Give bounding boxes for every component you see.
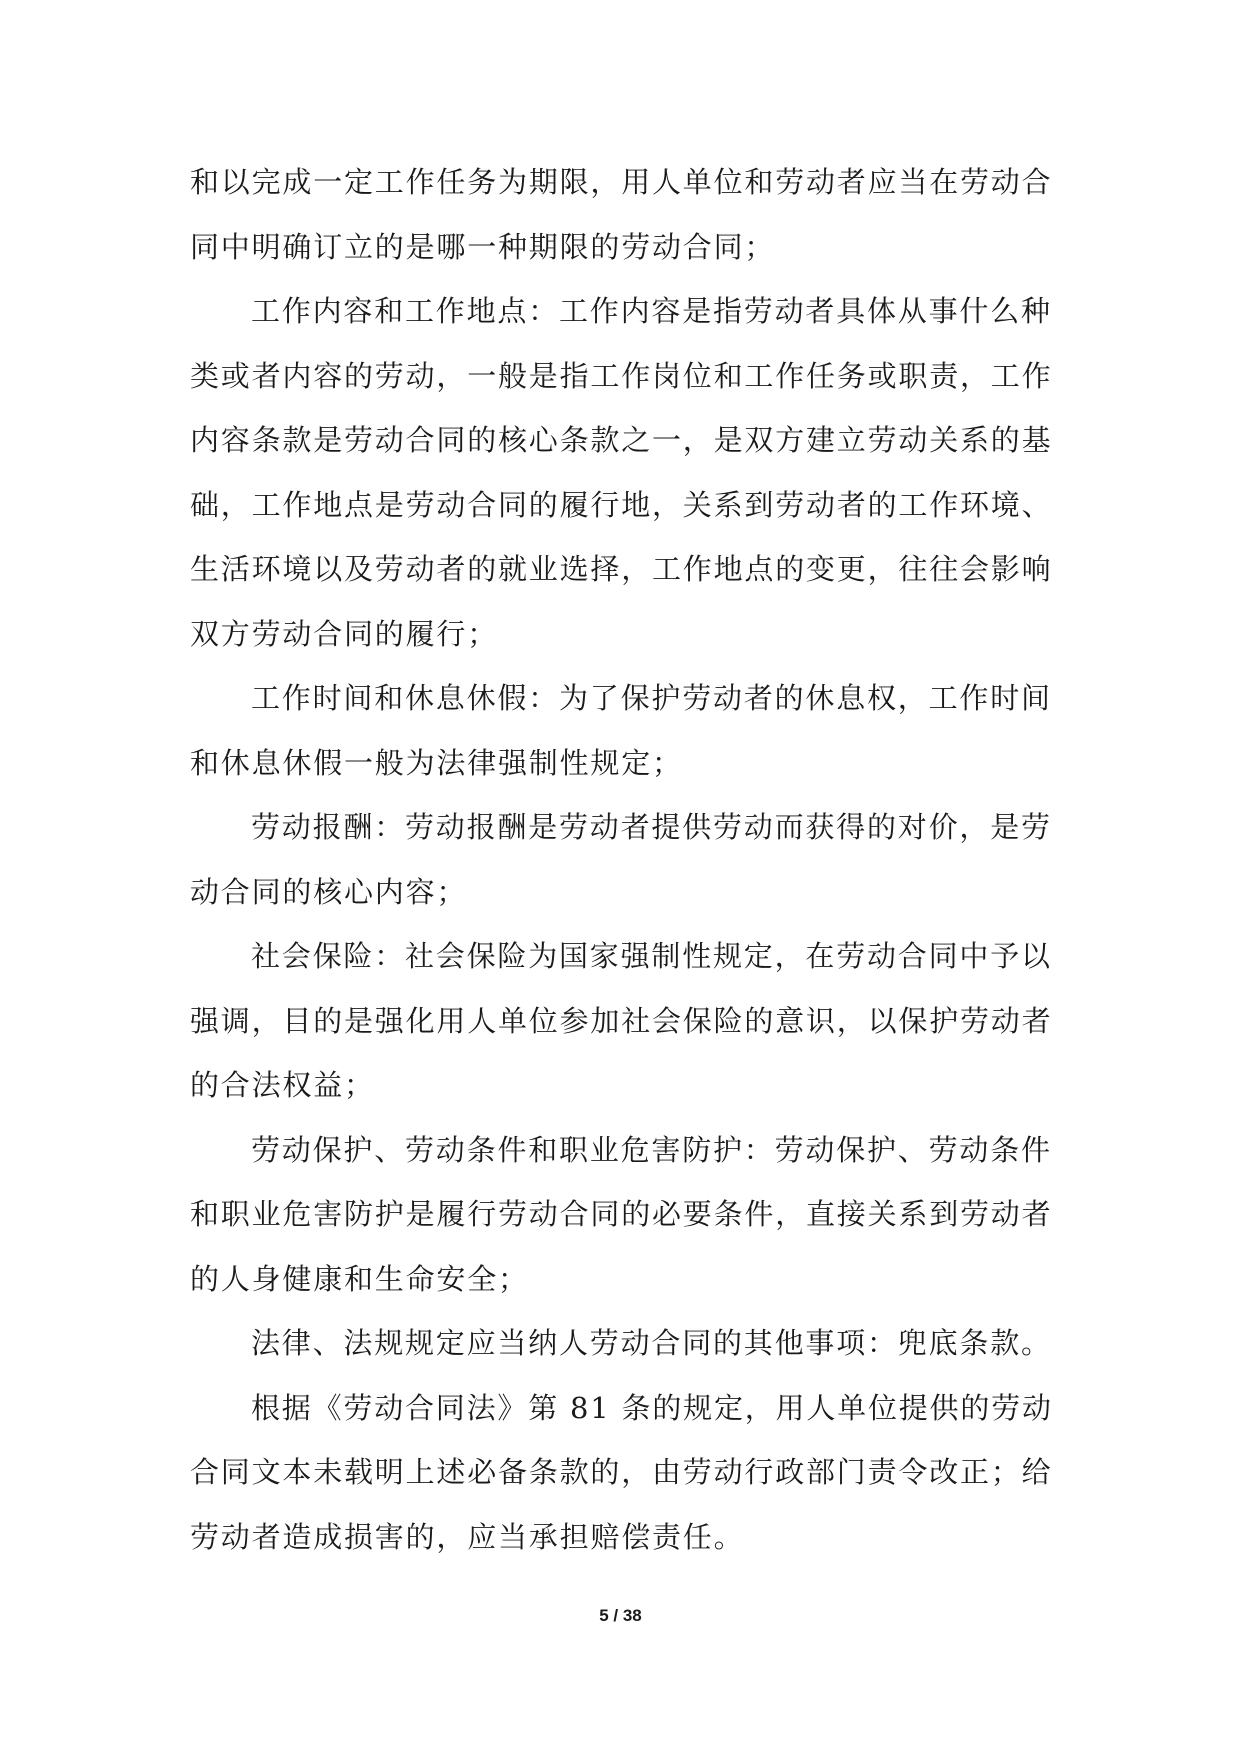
text-line: 和职业危害防护是履行劳动合同的必要条件，直接关系到劳动者 <box>190 1197 1053 1231</box>
text-line: 同中明确订立的是哪一种期限的劳动合同； <box>190 229 776 264</box>
paragraph-start-line: 劳动报酬：劳动报酬是劳动者提供劳动而获得的对价，是劳 <box>251 810 1052 844</box>
text-line: 和以完成一定工作任务为期限，用人单位和劳动者应当在劳动合 <box>190 165 1053 199</box>
text-line: 动合同的核心内容； <box>190 874 468 909</box>
text-line: 类或者内容的劳动，一般是指工作岗位和工作任务或职责，工作 <box>190 358 1053 393</box>
paragraph-start-line: 工作时间和休息休假：为了保护劳动者的休息权，工作时间 <box>251 681 1052 715</box>
text-line: 础，工作地点是劳动合同的履行地，关系到劳动者的工作环境、 <box>190 487 1053 522</box>
page-number: 5 / 38 <box>599 1606 642 1625</box>
paragraph-start-line: 根据《劳动合同法》第 81 条的规定，用人单位提供的劳动 <box>251 1390 1053 1425</box>
text-line: 劳动者造成损害的，应当承担赔偿责任。 <box>190 1519 745 1554</box>
document-body <box>190 150 1070 1569</box>
text-line: 强调，目的是强化用人单位参加社会保险的意识，以保护劳动者 <box>190 1003 1053 1038</box>
text-line: 的人身健康和生命安全； <box>190 1261 529 1296</box>
text-line: 双方劳动合同的履行； <box>190 616 499 651</box>
text-line: 合同文本未载明上述必备条款的，由劳动行政部门责令改正；给 <box>190 1455 1053 1489</box>
paragraph-start-line: 劳动保护、劳动条件和职业危害防护：劳动保护、劳动条件 <box>251 1132 1052 1167</box>
text-line: 和休息休假一般为法律强制性规定； <box>190 745 683 780</box>
text-line: 的合法权益； <box>190 1068 375 1102</box>
text-line: 生活环境以及劳动者的就业选择，工作地点的变更，往往会影响 <box>190 552 1053 586</box>
text-line: 内容条款是劳动合同的核心条款之一，是双方建立劳动关系的基 <box>190 423 1053 457</box>
paragraph-start-line: 法律、法规规定应当纳人劳动合同的其他事项：兜底条款。 <box>251 1326 1052 1360</box>
paragraph-start-line: 工作内容和工作地点：工作内容是指劳动者具体从事什么种 <box>251 294 1052 328</box>
paragraph-start-line: 社会保险：社会保险为国家强制性规定，在劳动合同中予以 <box>251 939 1052 973</box>
